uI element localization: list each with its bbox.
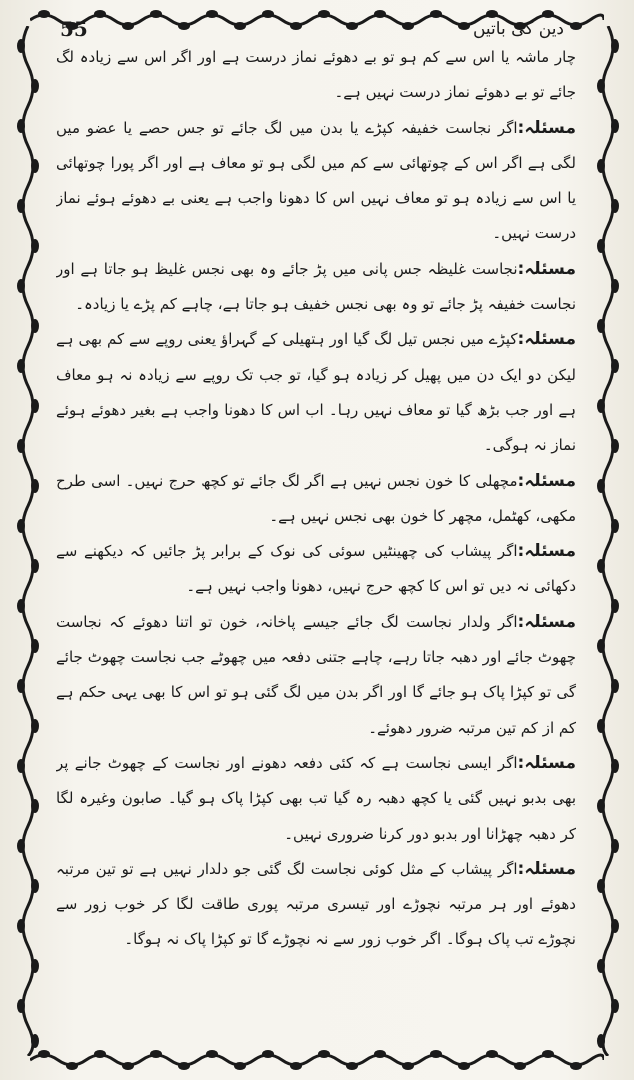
masala-label: مسئلہ:: [517, 258, 576, 279]
masala-label: مسئلہ:: [517, 329, 576, 350]
paragraph-text: اگر پیشاب کی چھینٹیں سوئی کی نوک کے برابر پڑ جائیں کہ دیکھنے سے دکھائی نہ دیں تو اس کا کچھ حرج نہیں، دھونا واجب نہیں ہے۔: [56, 542, 576, 596]
masala-label: مسئلہ:: [517, 470, 576, 491]
page-body: [56, 40, 576, 1034]
paragraph-text: اگر ایسی نجاست ہے کہ کئی دفعہ دھونے اور نجاست کے چھوٹ جانے پر بھی بدبو نہیں گئی یا کچھ دھبہ رہ گیا تب بھی کپڑا پاک ہو گیا۔ صابون وغیرہ لگا کر دھبہ چھڑانا اور بدبو دور کرنا ضروری نہیں۔: [56, 753, 576, 843]
running-title: دین کی باتیں: [472, 19, 564, 39]
paragraph: [56, 852, 576, 958]
masala-label: مسئلہ:: [517, 858, 576, 879]
paragraph-text: اگر ولدار نجاست لگ جائے جیسے پاخانہ، خون تو اتنا دھوئے کہ نجاست چھوٹ جائے اور دھبہ جاتا رہے، چاہے جتنی دفعہ میں چھوٹے جب نجاست چھوٹ جائے گی تو کپڑا پاک ہو جائے گا اور اگر بدن میں لگ گئی ہو تو اس کا بھی یہی حکم ہے کم از کم تین مرتبہ ضرور دھوئے۔: [56, 612, 576, 737]
ornamental-border-bottom: [30, 1048, 604, 1072]
masala-label: مسئلہ:: [517, 117, 576, 138]
masala-label: مسئلہ:: [517, 611, 576, 632]
ornamental-border-left: [16, 26, 40, 1056]
paragraph: [56, 252, 576, 323]
paragraph-text: اگر نجاست خفیفہ کپڑے یا بدن میں لگ جائے تو جس حصے یا عضو میں لگی ہے اگر اس کے چوتھائی سے کم میں لگی ہو تو معاف ہے اور اگر پورا چوتھائی یا اس سے زیادہ ہو تو معاف نہیں اس کا دھونا واجب ہے یعنی بے دھوئے ہوئے نماز درست نہیں۔: [56, 118, 576, 243]
paragraph-text: کپڑے میں نجس تیل لگ گیا اور ہتھیلی کے گہراؤ یعنی روپے سے کم بھی ہے لیکن دو ایک دن میں پھیل کر زیادہ ہو گیا، تو جب تک روپے سے زیادہ نہ ہو معاف ہے اور جب بڑھ گیا تو معاف نہیں رہا۔ اب اس کا دھونا واجب ہے بغیر دھوئے ہوئے نماز نہ ہوگی۔: [56, 330, 576, 455]
masala-label: مسئلہ:: [517, 541, 576, 562]
paragraph: [56, 40, 576, 111]
paragraph: [56, 605, 576, 746]
paragraph-text: چار ماشہ یا اس سے کم ہو تو بے دھوئے نماز درست ہے اور اگر اس سے زیادہ لگ جائے تو بے دھوئے نماز درست نہیں ہے۔: [56, 48, 576, 102]
paragraph-text: نجاست غلیظہ جس پانی میں پڑ جائے وہ بھی نجس غلیظ ہو جاتا ہے اور نجاست خفیفہ پڑ جائے تو وہ بھی نجس خفیف ہو جاتا ہے، چاہے کم پڑے یا زیادہ۔: [56, 259, 576, 314]
page-number: 55: [60, 17, 88, 41]
paragraph: [56, 111, 576, 252]
masala-label: مسئلہ:: [517, 752, 576, 773]
paragraph: [56, 746, 576, 852]
paragraph-text: اگر پیشاب کے مثل کوئی نجاست لگ گئی جو دلدار نہیں ہے تو تین مرتبہ دھوئے اور ہر مرتبہ نچوڑے اور تیسری مرتبہ پوری طاقت لگا کر خوب زور سے نچوڑے تب پاک ہوگا۔ اگر خوب زور سے نہ نچوڑے گا تو کپڑا پاک نہ ہوگا۔: [56, 859, 576, 949]
paragraph: [56, 534, 576, 605]
paragraph: [56, 464, 576, 535]
paragraph: [56, 322, 576, 463]
ornamental-border-right: [596, 26, 620, 1056]
paragraph-text: مچھلی کا خون نجس نہیں ہے اگر لگ جائے تو کچھ حرج نہیں۔ اسی طرح مکھی، کھٹمل، مچھر کا خون بھی نجس نہیں ہے۔: [56, 471, 576, 525]
